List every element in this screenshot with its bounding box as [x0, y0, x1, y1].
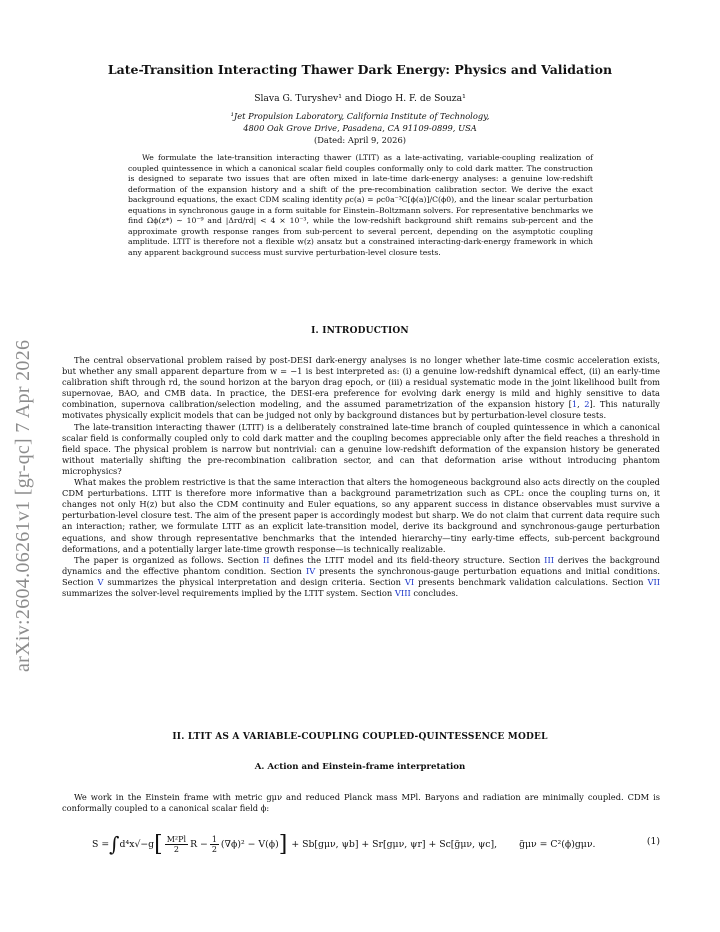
half-fraction-numerator: 1 — [211, 834, 217, 844]
citation-link-1[interactable]: 1 — [571, 399, 578, 410]
section-heading-introduction: I. INTRODUCTION — [311, 326, 409, 336]
affiliation-line-1: ¹Jet Propulsion Laboratory, California Institute of Technology, — [230, 111, 490, 121]
planck-fraction-denominator: 2 — [173, 844, 179, 854]
dated-line: (Dated: April 9, 2026) — [314, 135, 406, 145]
integral-sign-icon: ∫ — [109, 832, 120, 856]
eq-lhs: S = — [92, 838, 110, 850]
half-fraction — [210, 835, 219, 854]
intro-p1-text-a: The central observational problem raised by post-DESI dark-energy analyses is no longer whether late-time cosmic acceleration exists, but whether any small apparent departure from w = −1 is best interpreted as: (i) a genuine low-redshift dynamical effect, (ii) an early-time calibration shift through rd, the sound horizon at the baryon drag epoch, or (iii) a residual systematic mode in the joint likelihood built from supernovae, BAO, and CMB data. In practice, the DESI-era preference for evolving dark energy is mild and highly sensitive to data combination, supernova calibration/selection modeling, and the assumed parametrization of the expansion history [ — [62, 355, 660, 410]
section2-paragraph-1: We work in the Einstein frame with metric gμν and reduced Planck mass MPl. Baryons and radiation are minimally coupled. CDM is conformally coupled to a canonical scalar field ϕ: — [62, 792, 660, 814]
eq-measure: d⁴x√−g — [119, 838, 155, 850]
section-link-viii[interactable]: VIII — [394, 587, 411, 598]
planck-fraction-numerator: M²Pl — [166, 834, 187, 844]
intro-p4-text-c: derives the background dynamics and the effective phantom condition. Section — [62, 554, 660, 576]
abstract: We formulate the late-transition interacting thawer (LTIT) as a late-activating, variable-coupling realization of coupled quintessence in which a canonical scalar field couples conformally only to cold dark matter. The construction is designed to separate two issues that are often mixed in late-time dark-energy analyses: a genuine low-redshift deformation of the expansion history and a shift of the pre-recombination calibration sector. We derive the exact background equations, the exact CDM scaling identity ρc(a) = ρc0a⁻³C[ϕ(a)]/C(ϕ0), and the linear scalar perturbation equations in synchronous gauge in a form suitable for Einstein–Boltzmann solvers. For representative benchmarks we find Ωϕ(z*) ∼ 10⁻⁹ and |Δrd/rd| < 4 × 10⁻³, while the low-redshift background shift remains sub-percent and the approximate growth response ranges from sub-percent to several percent, depending on the asymptotic coupling amplitude. LTIT is therefore not a flexible w(z) ansatz but a constrained interacting-dark-energy framework in which any apparent background success must survive perturbation-level closure tests. — [128, 153, 593, 257]
citation-separator: , — [577, 399, 585, 410]
section-link-v[interactable]: V — [97, 576, 104, 587]
section-link-vi[interactable]: VI — [404, 576, 415, 587]
planck-fraction — [165, 835, 188, 854]
citation-link-2[interactable]: 2 — [584, 399, 590, 410]
intro-p4-text-e: summarizes the physical interpretation and design criteria. Section — [103, 576, 405, 587]
subsection-heading-action: A. Action and Einstein-frame interpretation — [254, 762, 466, 772]
intro-paragraph-1 — [62, 355, 660, 422]
intro-paragraph-2: The late-transition interacting thawer (LTIT) is a deliberately constrained late-time branch of coupled quintessence in which a canonical scalar field is conformally coupled only to cold dark matter and the coupling becomes appreciable only after the field reaches a threshold in field space. The physical problem is narrow but nontrivial: can a genuine low-redshift deformation of the expansion history be generated without materially shifting the pre-recombination calibration sector, and can that deformation arise without introducing phantom microphysics? — [62, 421, 660, 476]
intro-paragraph-3: What makes the problem restrictive is that the same interaction that alters the homogeneous background also acts directly on the coupled CDM perturbations. LTIT is therefore more informative than a background parametrization such as CPL: once the coupling turns on, it changes not only H(z) but also the CDM continuity and Euler equations, so any apparent success in distance observables must survive a perturbation-level closure test. The aim of the present paper is accordingly modest but sharp. We do not claim that current data require such an interaction; rather, we formulate LTIT as an explicit late-transition model, derive its background and synchronous-gauge perturbation equations, and show through representative benchmarks that the intended hierarchy—tiny early-time effects, sub-percent background deformations, and a potentially larger late-time growth response—is technically realizable. — [62, 477, 660, 554]
intro-p1-text-b: ]. This naturally motivates physically explicit models that can be judged not only by background distances but by perturbation-level closure tests. — [62, 399, 660, 421]
paper-title: Late-Transition Interacting Thawer Dark Energy: Physics and Validation — [107, 62, 613, 77]
intro-p4-text-f: presents benchmark validation calculations. Section — [414, 576, 648, 587]
section-link-iii[interactable]: III — [544, 554, 555, 565]
intro-p4-text-a: The paper is organized as follows. Section — [74, 554, 263, 565]
equation-1 — [92, 826, 660, 862]
section-link-ii[interactable]: II — [262, 554, 270, 565]
arxiv-stamp: arXiv:2604.06261v1 [gr-qc] 7 Apr 2026 — [12, 339, 34, 672]
section-link-iv[interactable]: IV — [305, 565, 316, 576]
intro-p4-text-h: concludes. — [410, 587, 459, 598]
equation-number: (1) — [646, 836, 660, 847]
section-link-vii[interactable]: VII — [647, 576, 660, 587]
eq-matter-actions: + Sb[gμν, ψb] + Sr[gμν, ψr] + Sc[g̃μν, ψc], — [291, 838, 498, 850]
section-heading-ltit-model: II. LTIT AS A VARIABLE-COUPLING COUPLED-QUINTESSENCE MODEL — [172, 732, 548, 742]
right-bracket-icon: ] — [278, 831, 288, 857]
intro-p4-text-b: defines the LTIT model and its field-theory structure. Section — [269, 554, 545, 565]
eq-term-kinetic: (∇ϕ)² − V(ϕ) — [220, 838, 279, 850]
affiliation-line-2: 4800 Oak Grove Drive, Pasadena, CA 91109-0899, USA — [243, 123, 477, 133]
half-fraction-denominator: 2 — [211, 844, 217, 854]
authors: Slava G. Turyshev¹ and Diogo H. F. de Souza¹ — [254, 93, 466, 104]
left-bracket-icon: [ — [154, 831, 163, 857]
introduction-body — [62, 355, 660, 599]
intro-p4-text-g: summarizes the solver-level requirements implied by the LTIT system. Section — [62, 587, 395, 598]
eq-conformal-metric: g̃μν = C²(ϕ)gμν. — [519, 838, 596, 850]
intro-paragraph-4 — [62, 555, 660, 599]
eq-term-ricci: R − — [190, 838, 208, 850]
intro-p4-text-d: presents the synchronous-gauge perturbation equations and initial conditions. Section — [62, 565, 660, 587]
affiliation — [60, 110, 660, 134]
